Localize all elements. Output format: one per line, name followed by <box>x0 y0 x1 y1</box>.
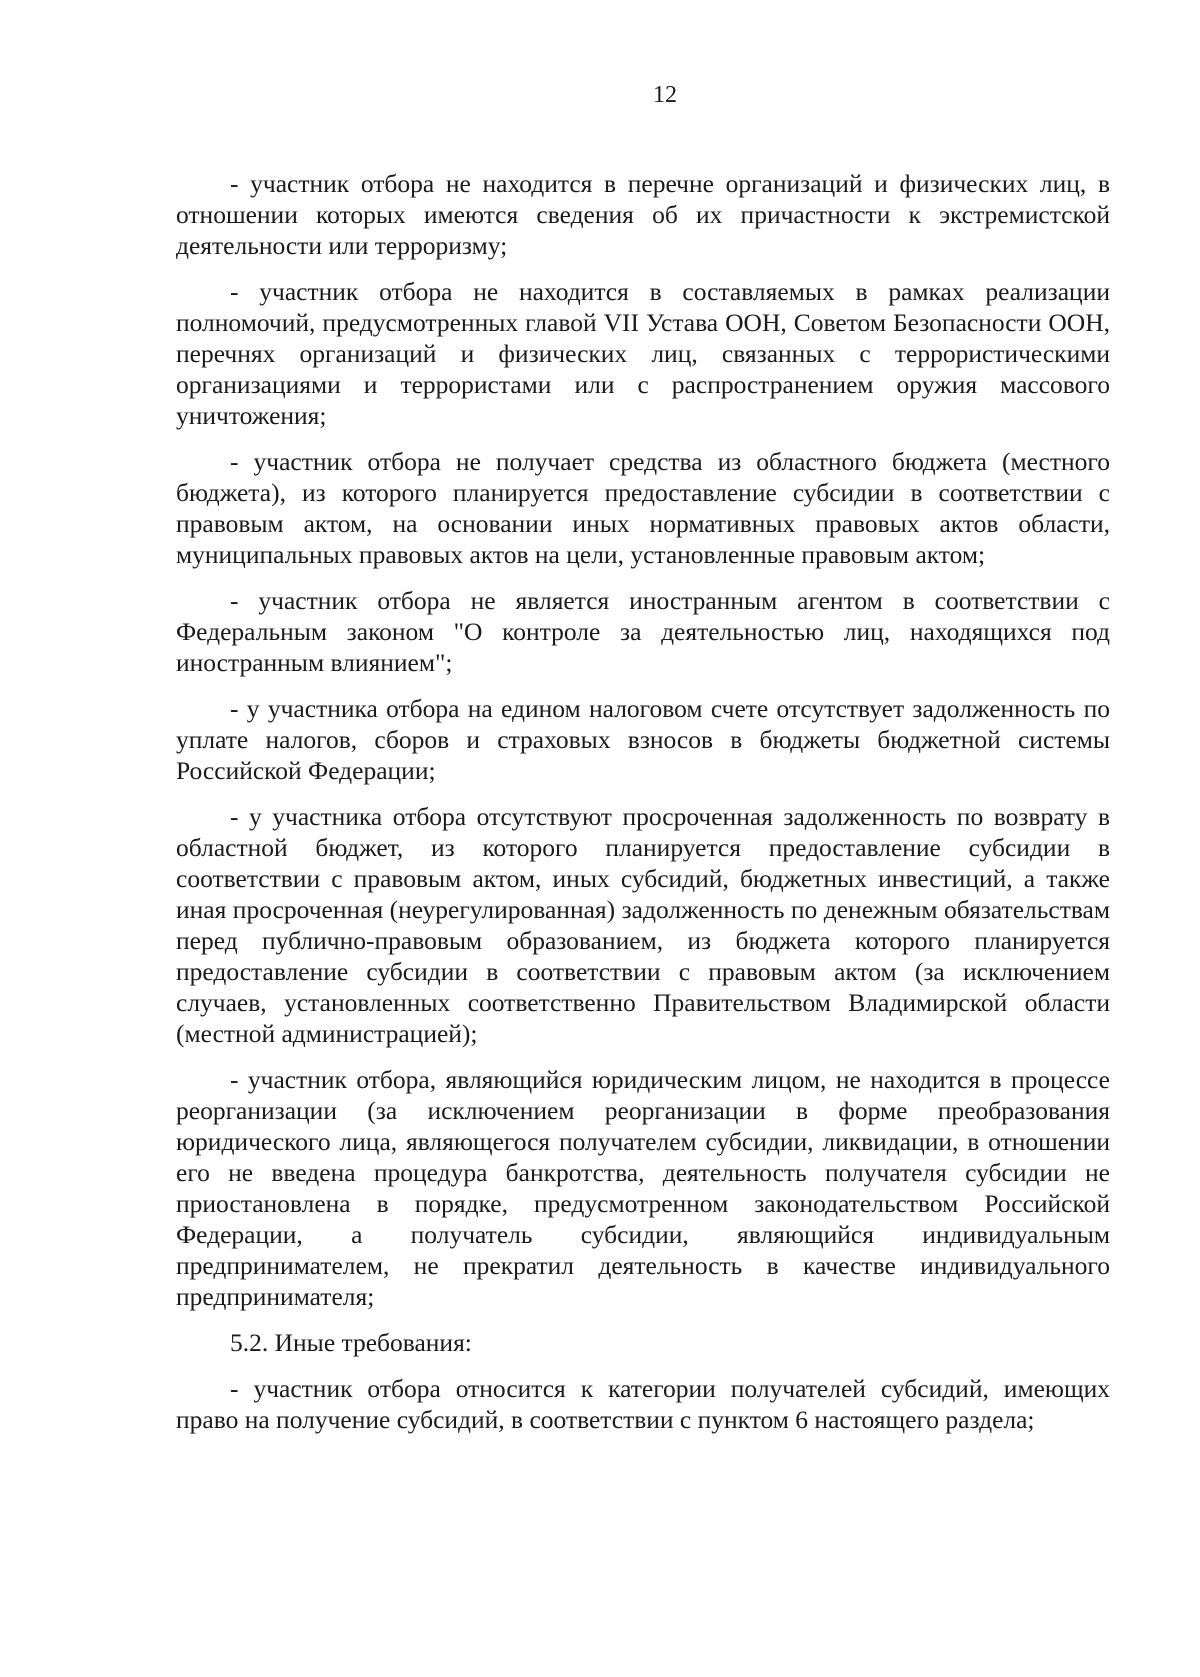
paragraph-reorganization: - участник отбора, являющийся юридическим лицом, не находится в процессе реорганизации (за исключением реорганизации в форме преобразования юридического лица, являющегося получателем субсидии, ликвидации, в отношении его не введена процедура банкротства, деятельность получателя субсидии не приостановлена в порядке, предусмотренном законодательством Российской Федерации, а получатель субсидии, являющийся индивидуальным предпринимателем, не прекратил деятельность в качестве индивидуального предпринимателя; <box>176 1065 1110 1311</box>
page-number: 12 <box>653 82 677 108</box>
paragraph-extremism: - участник отбора не находится в перечне организаций и физических лиц, в отношении которых имеются сведения об их причастности к экстремистской деятельности или терроризму; <box>176 169 1110 260</box>
paragraph-tax-debt: - у участника отбора на едином налоговом счете отсутствует задолженность по уплате налогов, сборов и страховых взносов в бюджеты бюджетной системы Российской Федерации; <box>176 694 1110 785</box>
section-heading-5-2: 5.2. Иные требования: <box>230 1328 472 1357</box>
paragraph-un-security-council: - участник отбора не находится в составляемых в рамках реализации полномочий, предусмотренных главой VII Устава ООН, Советом Безопасности ООН, перечнях организаций и физических лиц, связанных с террористическими организациями и террористами или с распространением оружия массового уничтожения; <box>176 277 1110 430</box>
paragraph-foreign-agent: - участник отбора не является иностранным агентом в соответствии с Федеральным законом "О контроле за деятельностью лиц, находящихся под иностранным влиянием"; <box>176 586 1110 677</box>
paragraph-budget-funds: - участник отбора не получает средства из областного бюджета (местного бюджета), из которого планируется предоставление субсидии в соответствии с правовым актом, на основании иных нормативных правовых актов области, муниципальных правовых актов на цели, установленные правовым актом; <box>176 447 1110 569</box>
paragraph-overdue-debt: - у участника отбора отсутствуют просроченная задолженность по возврату в областной бюджет, из которого планируется предоставление субсидии в соответствии с правовым актом, иных субсидий, бюджетных инвестиций, а также иная просроченная (неурегулированная) задолженность по денежным обязательствам перед публично-правовым образованием, из бюджета которого планируется предоставление субсидии в соответствии с правовым актом (за исключением случаев, установленных соответственно Правительством Владимирской области (местной администрацией); <box>176 802 1110 1048</box>
document-body <box>176 168 1110 1450</box>
paragraph-recipient-category: - участник отбора относится к категории получателей субсидий, имеющих право на получение субсидий, в соответствии с пунктом 6 настоящего раздела; <box>176 1374 1110 1434</box>
